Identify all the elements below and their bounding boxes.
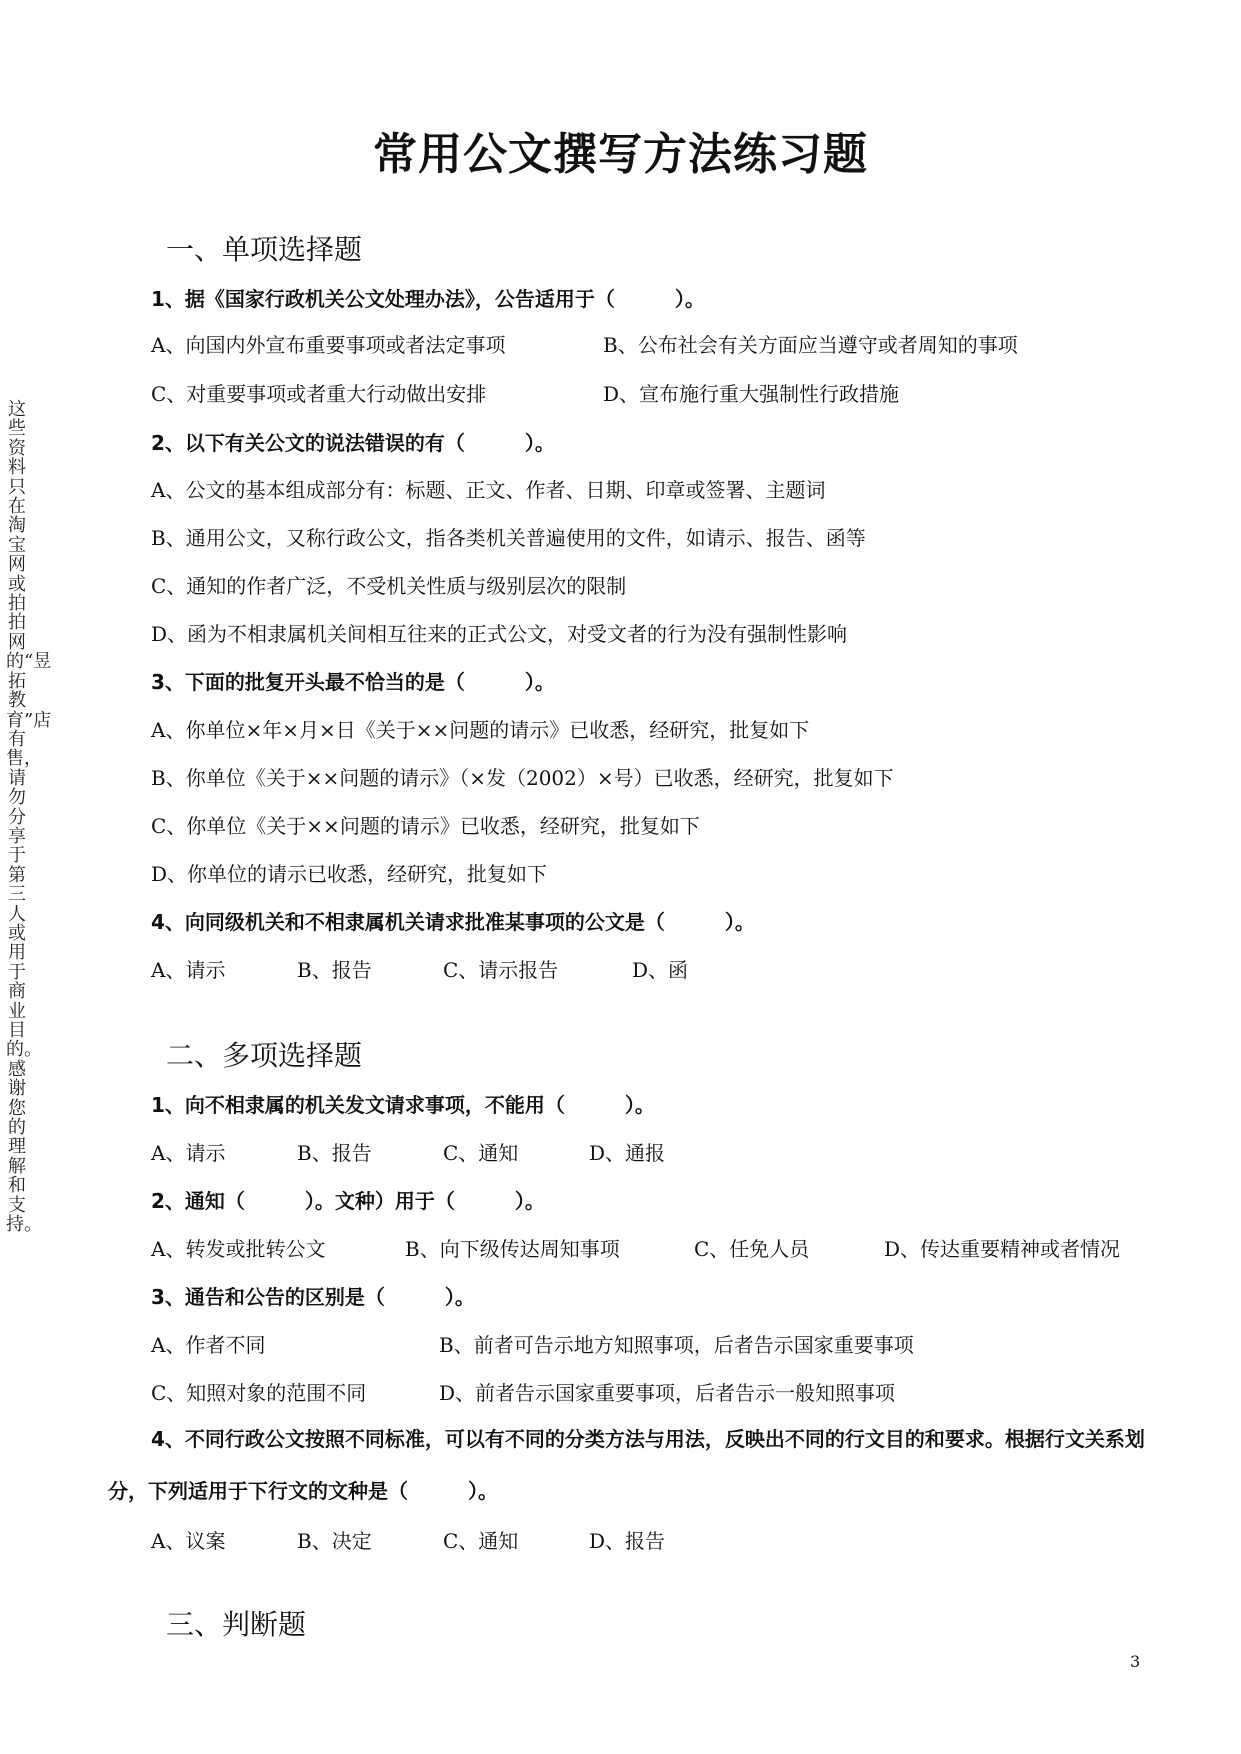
page-number: 3 — [1130, 1652, 1141, 1671]
option-c: C、对重要事项或者重大行动做出安排 — [151, 382, 487, 406]
option-a: A、请示 — [151, 958, 226, 982]
section-heading-multiple-choice: 二、多项选择题 — [166, 1039, 363, 1072]
option-d: D、函 — [632, 958, 689, 982]
option-d: D、报告 — [589, 1529, 666, 1553]
option-b: B、公布社会有关方面应当遵守或者周知的事项 — [603, 333, 1018, 357]
option-c: C、请示报告 — [443, 958, 559, 982]
option-a: A、你单位×年×月×日《关于××问题的请示》已收悉，经研究，批复如下 — [151, 718, 810, 742]
option-a: A、公文的基本组成部分有：标题、正文、作者、日期、印章或签署、主题词 — [151, 478, 826, 502]
question-stem-multiline: 4、不同行政公文按照不同标准，可以有不同的分类方法与用法，反映出不同的行文目的和要求。根据行文关系划分，下列适用于下行文的文种是（ ）。 — [108, 1427, 1145, 1503]
option-a: A、作者不同 — [151, 1333, 266, 1357]
option-d: D、传达重要精神或者情况 — [884, 1237, 1121, 1261]
option-b: B、报告 — [297, 1141, 372, 1165]
option-d: D、函为不相隶属机关间相互往来的正式公文，对受文者的行为没有强制性影响 — [151, 622, 848, 646]
option-d: D、宣布施行重大强制性行政措施 — [603, 382, 900, 406]
option-c: C、你单位《关于××问题的请示》已收悉，经研究，批复如下 — [151, 814, 700, 838]
option-c: C、任免人员 — [694, 1237, 810, 1261]
option-d: D、通报 — [589, 1141, 666, 1165]
option-a: A、转发或批转公文 — [151, 1237, 326, 1261]
question-stem: 3、下面的批复开头最不恰当的是（ ）。 — [151, 670, 555, 694]
option-b: B、决定 — [297, 1529, 372, 1553]
option-b: B、通用公文，又称行政公文，指各类机关普遍使用的文件，如请示、报告、函等 — [151, 526, 866, 550]
option-a: A、议案 — [151, 1529, 226, 1553]
option-b: B、前者可告示地方知照事项，后者告示国家重要事项 — [439, 1333, 914, 1357]
question-stem: 4、向同级机关和不相隶属机关请求批准某事项的公文是（ ）。 — [151, 910, 755, 934]
option-b: B、你单位《关于××问题的请示》（×发（2002）×号）已收悉，经研究，批复如下 — [151, 766, 894, 790]
question-stem: 1、据《国家行政机关公文处理办法》，公告适用于（ ）。 — [151, 287, 705, 311]
section-heading-true-false: 三、判断题 — [166, 1608, 307, 1641]
option-c: C、通知 — [443, 1141, 519, 1165]
option-a: A、向国内外宣布重要事项或者法定事项 — [151, 333, 506, 357]
section-heading-single-choice: 一、单项选择题 — [166, 233, 363, 266]
question-stem: 1、向不相隶属的机关发文请求事项，不能用（ ）。 — [151, 1093, 655, 1117]
option-b: B、报告 — [297, 958, 372, 982]
option-c: C、通知 — [443, 1529, 519, 1553]
option-b: B、向下级传达周知事项 — [405, 1237, 620, 1261]
question-stem: 2、以下有关公文的说法错误的有（ ）。 — [151, 431, 555, 455]
question-stem: 3、通告和公告的区别是（ ）。 — [151, 1285, 475, 1309]
option-d: D、前者告示国家重要事项，后者告示一般知照事项 — [439, 1381, 896, 1405]
question-stem: 2、通知（ ）。文种）用于（ ）。 — [151, 1189, 545, 1213]
option-c: C、通知的作者广泛，不受机关性质与级别层次的限制 — [151, 574, 627, 598]
option-a: A、请示 — [151, 1141, 226, 1165]
option-d: D、你单位的请示已收悉，经研究，批复如下 — [151, 862, 548, 886]
side-watermark-note: 这些资料只在淘宝网或拍拍网的“昱拓教育”店有售，请勿分享于第三人或用于商业目的。感谢您的理解和支持。 — [6, 399, 52, 1236]
option-c: C、知照对象的范围不同 — [151, 1381, 367, 1405]
page-title: 常用公文撰写方法练习题 — [373, 129, 868, 180]
